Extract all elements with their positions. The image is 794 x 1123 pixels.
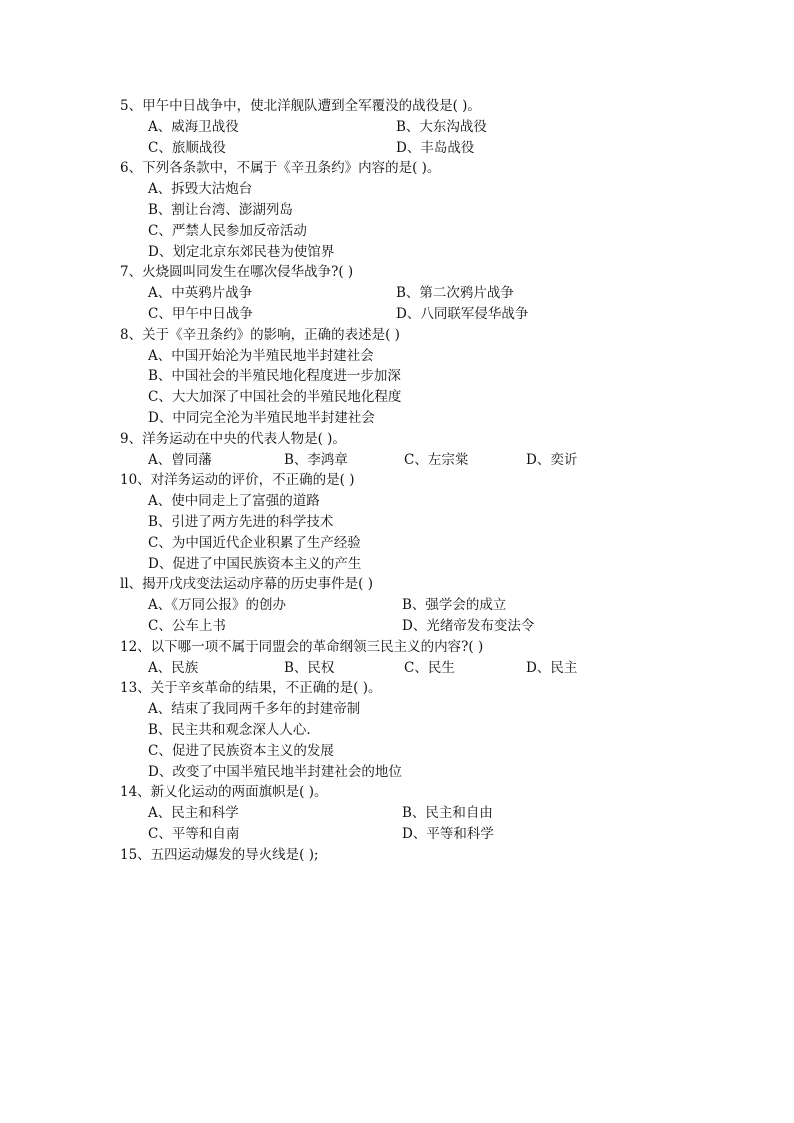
option-d: D、促进了中国民族资本主义的产生 — [148, 555, 362, 572]
question-11-options-row-2 — [120, 616, 680, 637]
option-b: B、第二次鸦片战争 — [396, 285, 514, 302]
option-b: B、李鸿章 — [284, 451, 348, 468]
option-c: C、民生 — [404, 659, 455, 676]
option-a: A、中国开始沦为半殖民地半封建社会 — [148, 347, 374, 364]
option-d: D、丰岛战役 — [396, 139, 475, 156]
question-11-stem: ll、揭开戊戌变法运动序幕的历史事件是( ) — [120, 576, 373, 593]
option-a: A、威海卫战役 — [148, 118, 239, 135]
option-a: A、使中同走上了富强的道路 — [148, 493, 320, 510]
option-d: D、中同完全沦为半殖民地半封建社会 — [148, 409, 375, 426]
option-d: D、民主 — [526, 659, 578, 676]
question-7-stem: 7、火烧圆叫同发生在哪次侵华战争?( ) — [120, 264, 354, 281]
option-a: A、《万同公报》的创办 — [148, 597, 286, 614]
option-c: C、为中国近代企业积累了生产经验 — [148, 534, 361, 551]
question-15-stem: 15、五四运动爆发的导火线是( ); — [120, 846, 319, 863]
question-12-stem: 12、以下哪一项不属于同盟会的革命纲领三民主义的内容?( ) — [120, 638, 484, 655]
option-a: A、中英鸦片战争 — [148, 285, 253, 302]
option-b: B、民权 — [284, 659, 335, 676]
option-a: A、结束了我同两千多年的封建帝制 — [148, 701, 361, 718]
option-c: C、公车上书 — [148, 617, 226, 634]
option-b: B、民主共和观念深人人心. — [148, 721, 311, 738]
option-a: A、曾同藩 — [148, 451, 212, 468]
question-13-stem: 13、关于辛亥革命的结果，不正确的是( )。 — [120, 680, 382, 697]
option-b: B、引进了两方先进的科学技术 — [148, 513, 334, 530]
question-8-stem: 8、关于《辛丑条约》的影响，正确的表述是( ) — [120, 326, 400, 343]
option-a: A、民族 — [148, 659, 199, 676]
option-d: D、光绪帝发布变法令 — [402, 617, 535, 634]
option-d: D、平等和科学 — [402, 825, 494, 842]
option-c: C、平等和自南 — [148, 825, 240, 842]
option-c: C、严禁人民参加反帝活动 — [148, 222, 307, 239]
option-d: D、奕䜣 — [526, 451, 578, 468]
option-c: C、促进了民族资本主义的发展 — [148, 742, 334, 759]
option-d: D、八同联军侵华战争 — [396, 305, 529, 322]
option-a: A、民主和科学 — [148, 805, 239, 822]
question-5-options-row-1 — [120, 117, 680, 138]
question-7-options-row-2 — [120, 304, 680, 325]
question-6-stem: 6、下列各条款中，不属于《辛丑条约》内容的是( )。 — [120, 160, 441, 177]
question-14-options-row-2 — [120, 824, 680, 845]
option-c: C、大大加深了中国社会的半殖民地化程度 — [148, 389, 402, 406]
question-12-options-row — [120, 658, 680, 679]
question-list — [120, 96, 680, 865]
question-9-options-row — [120, 450, 680, 471]
option-d: D、改变了中国半殖民地半封建社会的地位 — [148, 763, 402, 780]
option-b: B、割让台湾、澎湖列岛 — [148, 201, 293, 218]
option-c: C、甲午中日战争 — [148, 305, 253, 322]
option-c: C、旅顺战役 — [148, 139, 226, 156]
option-a: A、拆毁大沽炮台 — [148, 181, 253, 198]
question-7-options-row-1 — [120, 283, 680, 304]
option-b: B、中国社会的半殖民地化程度进一步加深 — [148, 368, 401, 385]
question-11-options-row-1 — [120, 595, 680, 616]
question-10-stem: 10、对洋务运动的评价，不正确的是( ) — [120, 472, 355, 489]
question-5-stem: 5、甲午中日战争中，使北洋舰队遭到全军覆没的战役是( )。 — [120, 98, 481, 114]
question-9-stem: 9、洋务运动在中央的代表人物是( )。 — [120, 430, 346, 447]
option-b: B、大东沟战役 — [396, 118, 487, 135]
option-b: B、民主和自由 — [402, 805, 493, 822]
option-c: C、左宗棠 — [404, 451, 469, 468]
option-d: D、划定北京东郊民巷为使馆界 — [148, 243, 335, 260]
question-14-stem: 14、新乂化运动的两面旗帜是( )。 — [120, 784, 328, 801]
option-b: B、强学会的成立 — [402, 597, 507, 614]
question-14-options-row-1 — [120, 803, 680, 824]
question-5-options-row-2 — [120, 138, 680, 159]
